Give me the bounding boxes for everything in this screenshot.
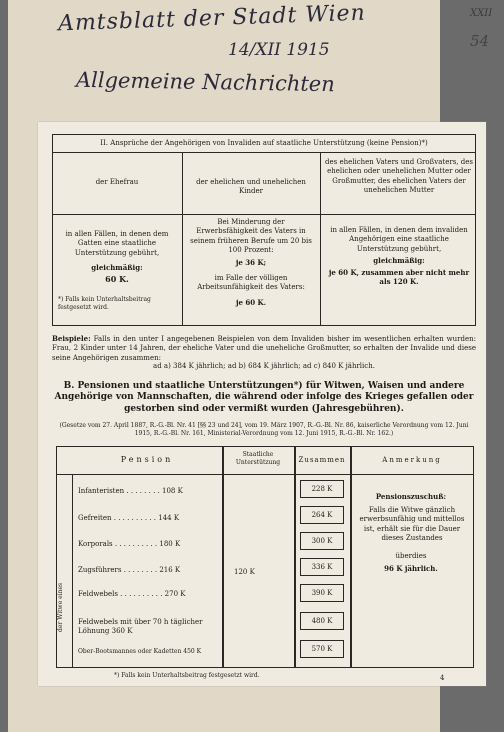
col-children-head: der ehelichen und unehelichen Kinder [196,178,306,196]
total-cell: 336 K [300,558,344,576]
col-children-body2: im Falle der völligen Arbeitsunfähigkeit des Vaters: [197,274,305,292]
rank: Feldwebels mit über 70 h täglicher Löhnung [78,618,203,636]
pension-value: 108 K [161,487,183,495]
handwritten-title: Amtsblatt der Stadt Wien [57,0,367,37]
rank: Infanteristen [78,487,125,495]
pension-value: 360 K [111,627,133,636]
side-label: der Witwe eines [57,582,64,632]
sectionB-heading: B. Pensionen und staatliche Unterstützungen*) für Witwen, Waisen und andere Angehörige von Mannschaften, die während oder infolge des Krieges gefallen oder gestorben sind oder vermißt wurden (Jahresgebühren). [54,381,474,414]
th-pension: Pension [120,455,174,464]
col-children-amount1: je 36 K; [235,258,267,267]
pension-value: 270 K [164,590,186,598]
col-wife-body: in allen Fällen, in denen dem Gatten eine staatliche Unterstützung gebührt, [65,230,169,257]
table-row: Gefreiten . . . . . . . . . . 144 K [78,514,180,522]
rank: Korporals [78,540,113,548]
table-row: Korporals . . . . . . . . . . 180 K [78,540,181,548]
vline [320,152,321,326]
rank: Gefreiten [78,514,112,522]
handwritten-subtitle: Allgemeine Nachrichten [75,67,335,97]
examples-paragraph [52,334,476,363]
col-parents-amount: je 60 K, zusammen aber nicht mehr als 120 K. [328,268,470,287]
examples-result: ad a) 384 K jährlich; ad b) 684 K jährlich; ad c) 840 K jährlich. [153,362,375,370]
footnote: *) Falls kein Unterhaltsbeitrag festgesetzt wird. [114,672,260,679]
rank: Ober-Bootsmannes oder Kadetten [78,648,182,655]
total-cell: 570 K [300,640,344,658]
support-value: 120 K [234,568,255,576]
vline [294,446,296,668]
rank: Feldwebels [78,590,118,598]
col-wife-head: der Ehefrau [95,178,139,186]
hline [56,474,474,475]
remark-amount: 96 K jährlich. [384,564,438,573]
vline [222,446,224,668]
col-parents-body: in allen Fällen, in denen dem invaliden Angehörigen eine staatliche Unterstützung gebührt, [330,226,468,253]
sectionB-law: (Gesetze vom 27. April 1887, R.-G.-Bl. Nr. 41 [§§ 23 und 24], vom 19. März 1907, R.-G.-Bl. Nr. 86, kaiserliche Verordnung vom 12. Juni 1915, R.-G.-Bl. Nr. 161, Ministerial-Verordnung vom 12. Juni 1915, R.-G.-Bl. Nr. 162.) [59,422,469,437]
col-children-amount2: je 60 K. [235,298,267,307]
vline [72,474,73,668]
total-cell: 390 K [300,584,344,602]
table-row: Feldwebels . . . . . . . . . . 270 K [78,590,186,598]
section2-heading: II. Ansprüche der Angehörigen von Invaliden auf staatliche Unterstützung (keine Pension)*) [100,139,428,147]
col-parents-label: gleichmäßig: [373,256,425,265]
col-wife-amount: 60 K. [105,274,129,284]
th-remark: Anmerkung [382,456,442,464]
table-row: Infanteristen . . . . . . . . 108 K [78,487,183,495]
hline [52,152,476,153]
col-children-body1: Bei Minderung der Erwerbsfähigkeit des Vaters in seinem früheren Berufe um 20 bis 100 Prozent: [190,218,312,255]
pension-value: 216 K [159,566,181,574]
total-cell: 300 K [300,532,344,550]
pension-value: 180 K [159,540,181,548]
remark-label: überdies [395,552,427,560]
col-wife-note: *) Falls kein Unterhaltsbeitrag festgesetzt wird. [58,296,151,311]
col-wife-label: gleichmäßig: [91,263,143,272]
th-total: Zusammen [298,456,346,464]
hline [52,214,476,215]
rank: Zugsführers [78,566,122,574]
table-row: Zugsführers . . . . . . . . 216 K [78,566,181,574]
remark-text: Falls die Witwe gänzlich erwerbsunfähig und mittellos ist, erhält sie für die Dauer dieses Zustandes [359,506,465,543]
total-cell: 264 K [300,506,344,524]
table-row [78,648,222,656]
th-support: Staatliche Unterstützung [235,451,281,466]
total-cell: 480 K [300,612,344,630]
clipping-sheet [38,122,486,686]
handwritten-page-number: 54 [470,32,490,50]
remark-title: Pensionszuschuß: [375,492,447,501]
pension-value: 144 K [158,514,180,522]
examples-text: Falls in den unter I angegebenen Beispielen von dem Invaliden bisher im wesentlichen erhalten wurden: Frau, 2 Kinder unter 14 Jahren, der eheliche Vater und die uneheliche Großmutter, so erhalten der Invalide und diese seine Angehörigen zusammen: [52,335,476,362]
vline [182,152,183,326]
table-row [78,618,218,637]
examples-label: Beispiele: [52,334,91,343]
total-cell: 228 K [300,480,344,498]
col-parents-head: des ehelichen Vaters und Großvaters, des ehelichen oder unehelichen Mutter oder Großmutter, des ehelichen Vaters der unehelichen Mutter [325,158,473,195]
vline [350,446,352,668]
page-number: 4 [440,674,445,682]
pension-value: 450 K [183,648,202,655]
handwritten-date: 14/XII 1915 [228,40,330,60]
handwritten-page-ref: XXII [470,8,493,19]
